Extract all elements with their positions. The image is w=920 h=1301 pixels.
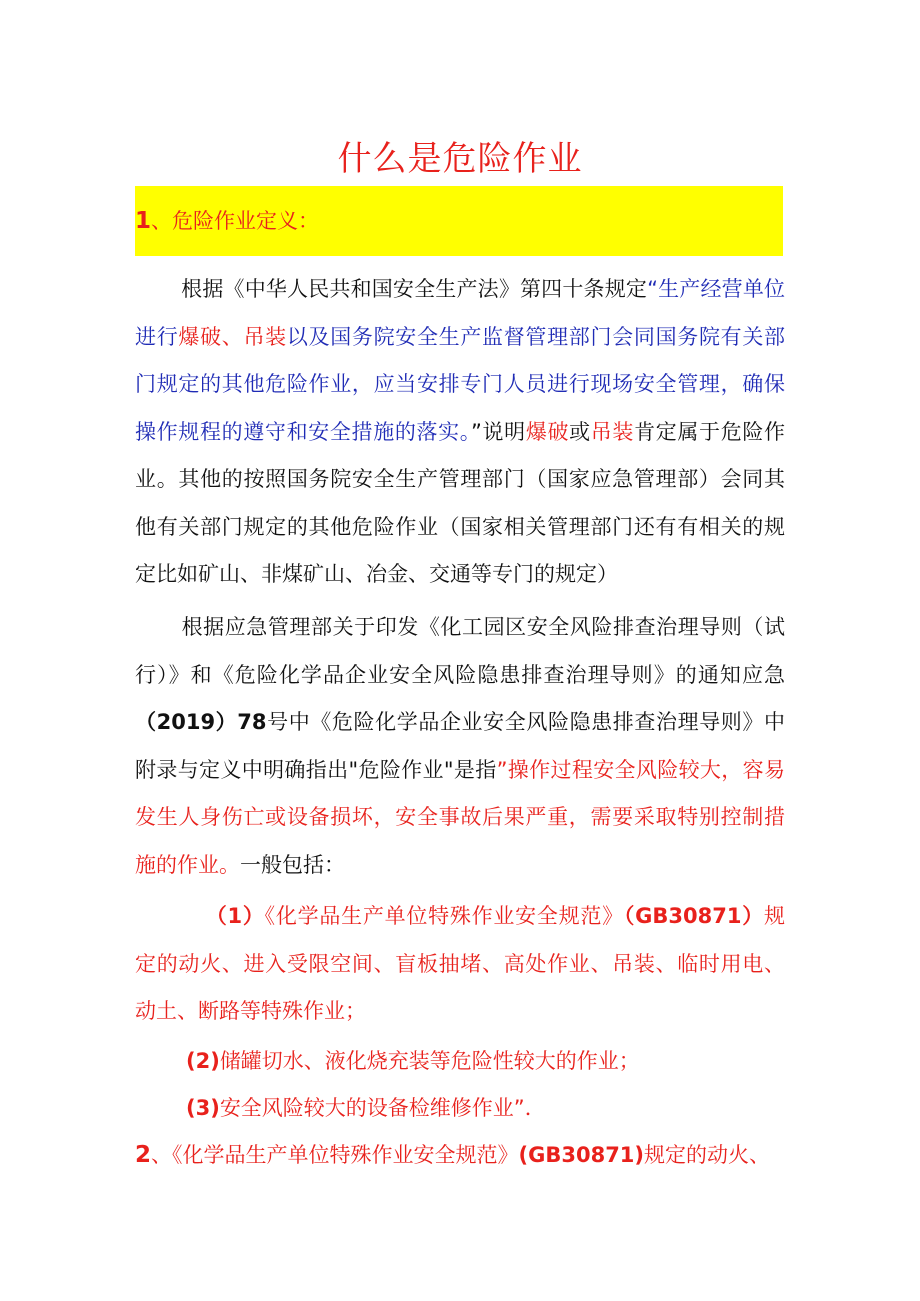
text-run: 根据《中华人民共和国安全生产法》第四十条规定 — [181, 277, 648, 301]
quote-run: 以及国务院安全生产监督管理部门会同国务院有关部门规定的其他危险作业，应当安排专门人员进行现场安全管理，确保操作规程的遵守和安全措施的落实。 — [135, 324, 786, 444]
list-item-2 — [186, 1038, 640, 1086]
section-separator: 、 — [151, 1143, 173, 1167]
list-item-text: 安全风险较大的设备检维修作业”． — [219, 1096, 546, 1120]
standard-name: 《化学品生产单位特殊作业安全规范》 — [264, 904, 624, 928]
list-item-number: (3) — [186, 1096, 220, 1120]
page-title: 什么是危险作业 — [337, 139, 583, 179]
list-item-number: (2) — [186, 1049, 220, 1073]
definition-run: ”操作过程安全风险较大，容易发生人身伤亡或设备损坏，安全事故后果严重，需要采取特别控制措施的作业。 — [135, 757, 785, 877]
text-run: 肯定属于危险作业。其他的按照国务院安全生产管理部门（国家应急管理部）会同其他有关部门规定的其他危险作业（国家相关管理部门还有有相关的规定比如矿山、非煤矿山、冶金、交通等专门的规定） — [135, 419, 786, 586]
standard-name: 《化学品生产单位特殊作业安全规范》 — [172, 1143, 519, 1167]
section-number: 1 — [135, 208, 152, 234]
standard-code: (GB30871) — [518, 1143, 645, 1167]
highlight-run: 爆破 — [525, 419, 570, 444]
list-item-text: 储罐切水、液化烧充装等危险性较大的作业； — [219, 1049, 640, 1073]
text-run: 或 — [569, 419, 591, 444]
section-heading-1 — [135, 186, 783, 256]
text-run: 根据应急管理部关于印发《化工园区安全风险排查治理导则（试行）》和《危险化学品企业安全风险隐患排查治理导则》的通知应急 — [135, 615, 785, 687]
list-item-number: （1） — [205, 904, 265, 928]
section-label: 、危险作业定义： — [151, 209, 320, 233]
list-item-text: 规定的动火、进入受限空间、盲板抽堵、高处作业、吊装、临时用电、动土、断路等特殊作业； — [135, 904, 785, 1023]
section-heading-2 — [135, 1132, 795, 1180]
highlight-run: 爆破、吊装 — [178, 324, 287, 349]
text-run: ”说明 — [470, 419, 526, 444]
standard-code: （GB30871） — [623, 904, 764, 928]
list-item-1 — [135, 893, 785, 1036]
text-run: 一般包括： — [240, 852, 345, 877]
doc-number: （2019）78 — [135, 710, 267, 734]
highlight-run: 吊装 — [590, 419, 635, 444]
paragraph-definition — [135, 266, 785, 599]
section-text: 规定的动火、 — [644, 1143, 771, 1167]
section-number: 2 — [135, 1142, 152, 1168]
text-run: 号中《危险化学品企业安全风险隐患排查治理导则》中附录与定义中明确指出"危险作业"是指 — [135, 710, 786, 782]
quote-run: “生产经营单位进行 — [135, 277, 785, 349]
paragraph-guideline — [135, 604, 785, 889]
list-item-3 — [186, 1085, 546, 1133]
